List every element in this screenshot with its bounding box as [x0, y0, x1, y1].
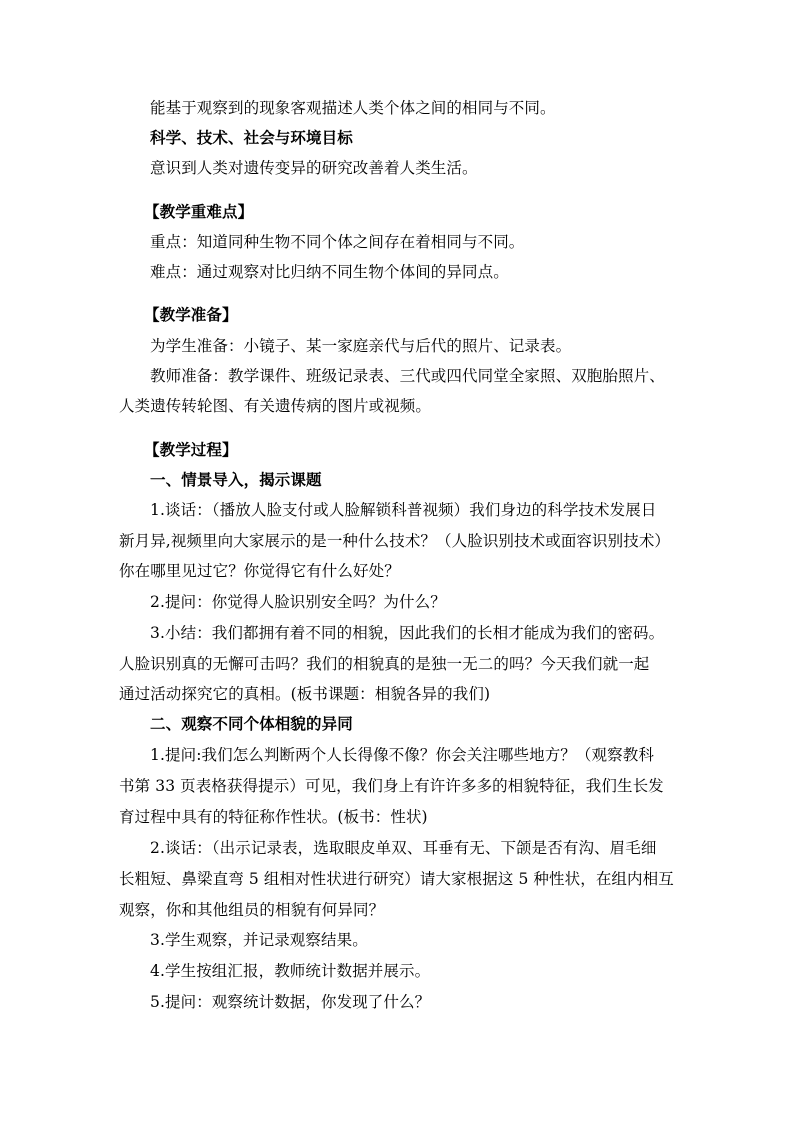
paragraph-line: 教师准备：教学课件、班级记录表、三代或四代同堂全家照、双胞胎照片、: [150, 367, 665, 385]
paragraph-line: 1.谈话：（播放人脸支付或人脸解锁科普视频）我们身边的科学技术发展日: [150, 501, 657, 519]
paragraph-line: 3.学生观察，并记录观察结果。: [150, 931, 368, 949]
subsection-heading: 二、观察不同个体相貌的异同: [150, 714, 353, 733]
paragraph-line: 5.提问：观察统计数据，你发现了什么？: [150, 993, 431, 1011]
paragraph-line: 你在哪里见过它？你觉得它有什么好处？: [119, 562, 400, 580]
section-heading: 科学、技术、社会与环境目标: [150, 128, 353, 147]
paragraph-line: 意识到人类对遗传变异的研究改善着人类生活。: [150, 159, 478, 177]
section-heading: 【教学准备】: [144, 305, 238, 324]
paragraph-line: 新月异,视频里向大家展示的是一种什么技术？（人脸识别技术或面容识别技术）: [119, 532, 671, 550]
paragraph-line: 观察，你和其他组员的相貌有何异同？: [119, 901, 385, 919]
subsection-heading: 一、情景导入，揭示课题: [150, 470, 322, 489]
paragraph-line: 通过活动探究它的真相。(板书课题：相貌各异的我们): [119, 685, 491, 703]
paragraph-line: 长粗短、鼻梁直弯 5 组相对性状进行研究）请大家根据这 5 种性状，在组内相互: [119, 870, 674, 888]
paragraph-line: 育过程中具有的特征称作性状。(板书：性状): [119, 808, 428, 826]
section-heading: 【教学过程】: [144, 440, 238, 459]
paragraph-line: 为学生准备：小镜子、某一家庭亲代与后代的照片、记录表。: [150, 337, 572, 355]
paragraph-line: 难点：通过观察对比归纳不同生物个体间的异同点。: [150, 263, 509, 281]
paragraph-line: 能基于观察到的现象客观描述人类个体之间的相同与不同。: [150, 99, 556, 117]
paragraph-line: 2.提问：你觉得人脸识别安全吗？为什么？: [150, 593, 446, 611]
section-heading: 【教学重难点】: [144, 202, 254, 221]
paragraph-line: 人脸识别真的无懈可击吗？我们的相貌真的是独一无二的吗？今天我们就一起: [119, 655, 650, 673]
paragraph-line: 4.学生按组汇报，教师统计数据并展示。: [150, 962, 431, 980]
paragraph-line: 3.小结：我们都拥有着不同的相貌，因此我们的长相才能成为我们的密码。: [150, 624, 665, 642]
paragraph-line: 1.提问:我们怎么判断两个人长得像不像？你会关注哪些地方？（观察教科: [150, 746, 654, 764]
paragraph-line: 2.谈话：（出示记录表，选取眼皮单双、耳垂有无、下颌是否有沟、眉毛细: [150, 839, 657, 857]
paragraph-line: 书第 33 页表格获得提示）可见，我们身上有许许多多的相貌特征，我们生长发: [119, 777, 664, 795]
paragraph-line: 重点：知道同种生物不同个体之间存在着相同与不同。: [150, 233, 525, 251]
paragraph-line: 人类遗传转轮图、有关遗传病的图片或视频。: [119, 397, 432, 415]
